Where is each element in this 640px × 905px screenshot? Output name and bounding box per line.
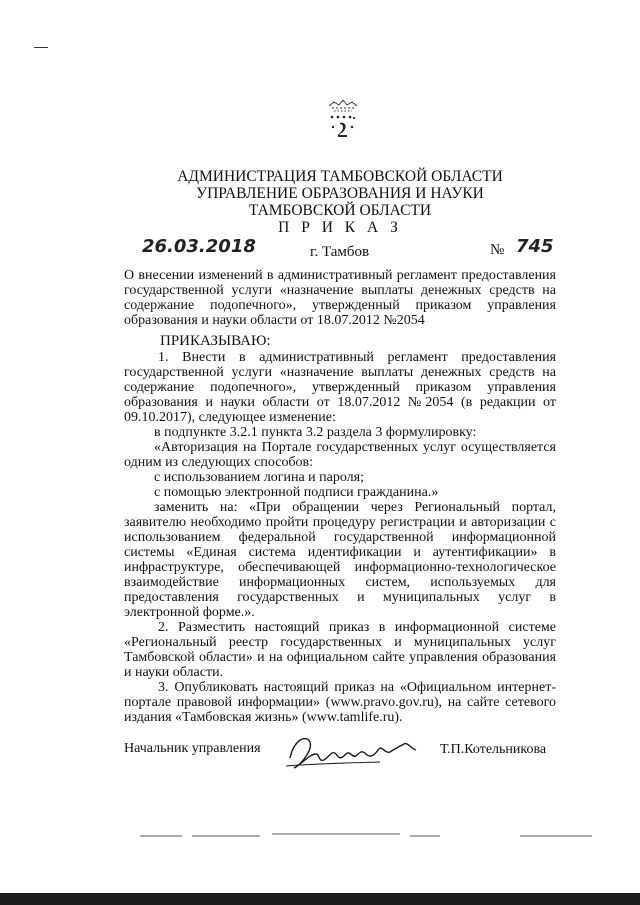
- document-type-title: П Р И К А З: [278, 219, 402, 236]
- paragraph-7: 2. Разместить настоящий приказ в информационной системе «Региональный реестр государственных и муниципальных услуг Тамбовской области» и на официальном сайте управления образования и науки области.: [124, 620, 556, 680]
- scan-edge: [0, 893, 640, 905]
- signatory-name: Т.П.Котельникова: [440, 742, 547, 757]
- footer-rule: [0, 828, 640, 848]
- order-body: [124, 350, 556, 725]
- paragraph-6: заменить на: «При обращении через Региональный портал, заявителю необходимо пройти процедуру регистрации и авторизации с использованием федеральной государственной информационной системы «Единая система идентификации и аутентификации» в инфраструктуре, обеспечивающей информационно-технологическое взаимодействие информационных систем, используемых для предоставления государственных и муниципальных услуг в электронной форме.».: [124, 500, 556, 620]
- header-line-2: УПРАВЛЕНИЕ ОБРАЗОВАНИЯ И НАУКИ: [196, 185, 484, 202]
- header-line-3: ТАМБОВСКОЙ ОБЛАСТИ: [248, 202, 432, 219]
- corner-dash: [34, 47, 48, 48]
- paragraph-3: «Авторизация на Портале государственных услуг осуществляется одним из следующих способов:: [124, 440, 556, 470]
- order-number: 745: [516, 236, 554, 257]
- signatory-position: Начальник управления: [124, 741, 261, 756]
- paragraph-8: 3. Опубликовать настоящий приказ на «Официальном интернет-портале правовой информации» (www.pravo.gov.ru), на сайте сетевого издания «Тамбовская жизнь» (www.tamlife.ru).: [124, 680, 556, 725]
- paragraph-1: 1. Внести в административный регламент предоставления государственной услуги «назначение выплаты денежных средств на содержание подопечного», утвержденный приказом управления образования и науки области от 18.07.2012 №2054 (в редакции от 09.10.2017), следующее изменение:: [124, 350, 556, 425]
- order-number-label: №: [490, 242, 505, 258]
- city: г. Тамбов: [310, 244, 370, 260]
- header-line-1: АДМИНИСТРАЦИЯ ТАМБОВСКОЙ ОБЛАСТИ: [177, 168, 503, 185]
- issuer-header: [120, 168, 560, 236]
- coat-of-arms-icon: [320, 96, 366, 144]
- order-subject: О внесении изменений в административный регламент предоставления государственной услуги «назначение выплаты денежных средств на содержание подопечного», утвержденный приказом управления образования и науки области от 18.07.2012 №2054: [124, 268, 556, 328]
- paragraph-5: с помощью электронной подписи гражданина.»: [154, 485, 439, 500]
- paragraph-2: в подпункте 3.2.1 пункта 3.2 раздела 3 формулировку:: [154, 425, 477, 440]
- handwritten-signature: [280, 728, 430, 774]
- order-word: ПРИКАЗЫВАЮ:: [160, 333, 271, 349]
- paragraph-4: с использованием логина и пароля;: [154, 470, 364, 485]
- order-date: 26.03.2018: [142, 236, 256, 257]
